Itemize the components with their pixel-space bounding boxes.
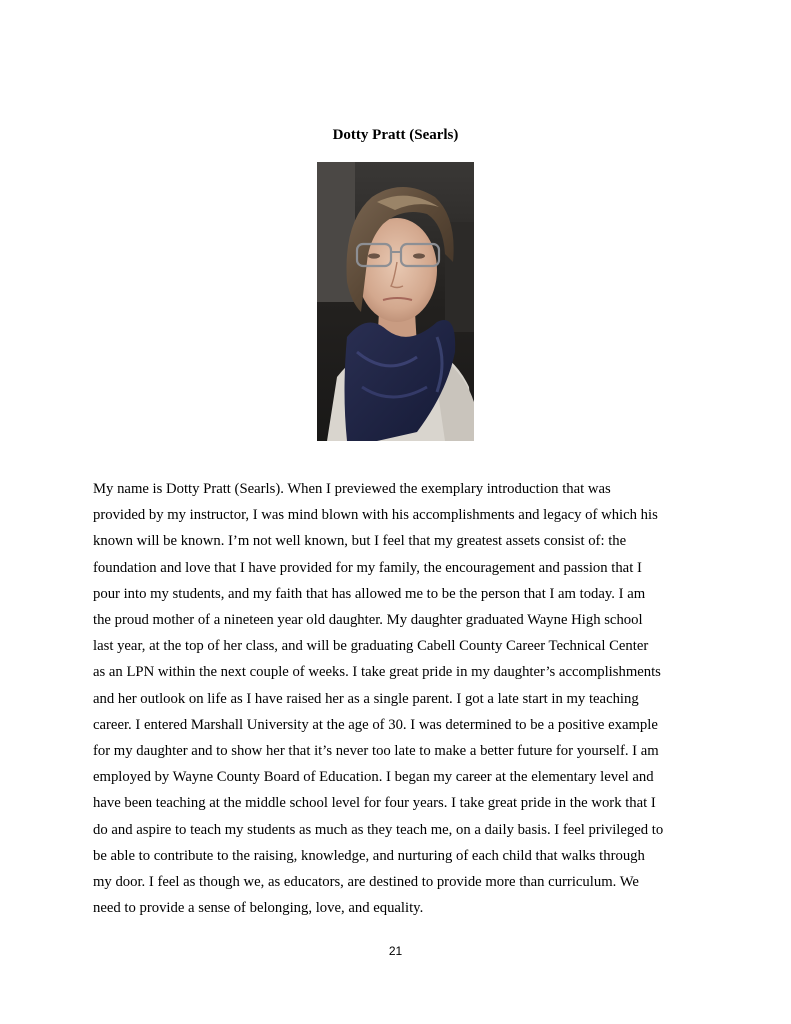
paragraph-line: my door. I feel as though we, as educators, are destined to provide more than curriculum. We xyxy=(93,874,639,891)
paragraph-line: for my daughter and to show her that it’s never too late to make a better future for yourself. I am xyxy=(93,743,659,760)
paragraph-line: the proud mother of a nineteen year old daughter. My daughter graduated Wayne High school xyxy=(93,612,643,629)
paragraph-line: provided by my instructor, I was mind blown with his accomplishments and legacy of which his xyxy=(93,507,658,524)
paragraph-line: be able to contribute to the raising, knowledge, and nurturing of each child that walks through xyxy=(93,847,645,864)
paragraph-line: do and aspire to teach my students as much as they teach me, on a daily basis. I feel privileged to xyxy=(93,821,664,838)
paragraph-line: have been teaching at the middle school level for four years. I take great pride in the work that I xyxy=(93,795,656,812)
page-title: Dotty Pratt (Searls) xyxy=(332,127,459,143)
paragraph-line: last year, at the top of her class, and will be graduating Cabell County Career Technical Center xyxy=(93,638,649,655)
paragraph-line: and her outlook on life as I have raised her as a single parent. I got a late start in my teaching xyxy=(93,690,639,707)
portrait-photo xyxy=(317,162,474,441)
paragraph-line: career. I entered Marshall University at the age of 30. I was determined to be a positive example xyxy=(93,716,658,733)
paragraph-line: known will be known. I’m not well known, but I feel that my greatest assets consist of: the xyxy=(93,533,627,550)
paragraph-line: foundation and love that I have provided for my family, the encouragement and passion that I xyxy=(93,559,642,576)
paragraph-line: pour into my students, and my faith that has allowed me to be the person that I am today. I am xyxy=(93,585,646,602)
paragraph-line: as an LPN within the next couple of weeks. I take great pride in my daughter’s accomplishments xyxy=(93,664,661,681)
page-number: 21 xyxy=(388,944,403,958)
paragraph-line: My name is Dotty Pratt (Searls). When I previewed the exemplary introduction that was xyxy=(93,481,611,497)
paragraph-line: need to provide a sense of belonging, love, and equality. xyxy=(93,900,424,917)
paragraph-line: employed by Wayne County Board of Education. I began my career at the elementary level and xyxy=(93,769,654,786)
bio-paragraph xyxy=(93,476,703,921)
